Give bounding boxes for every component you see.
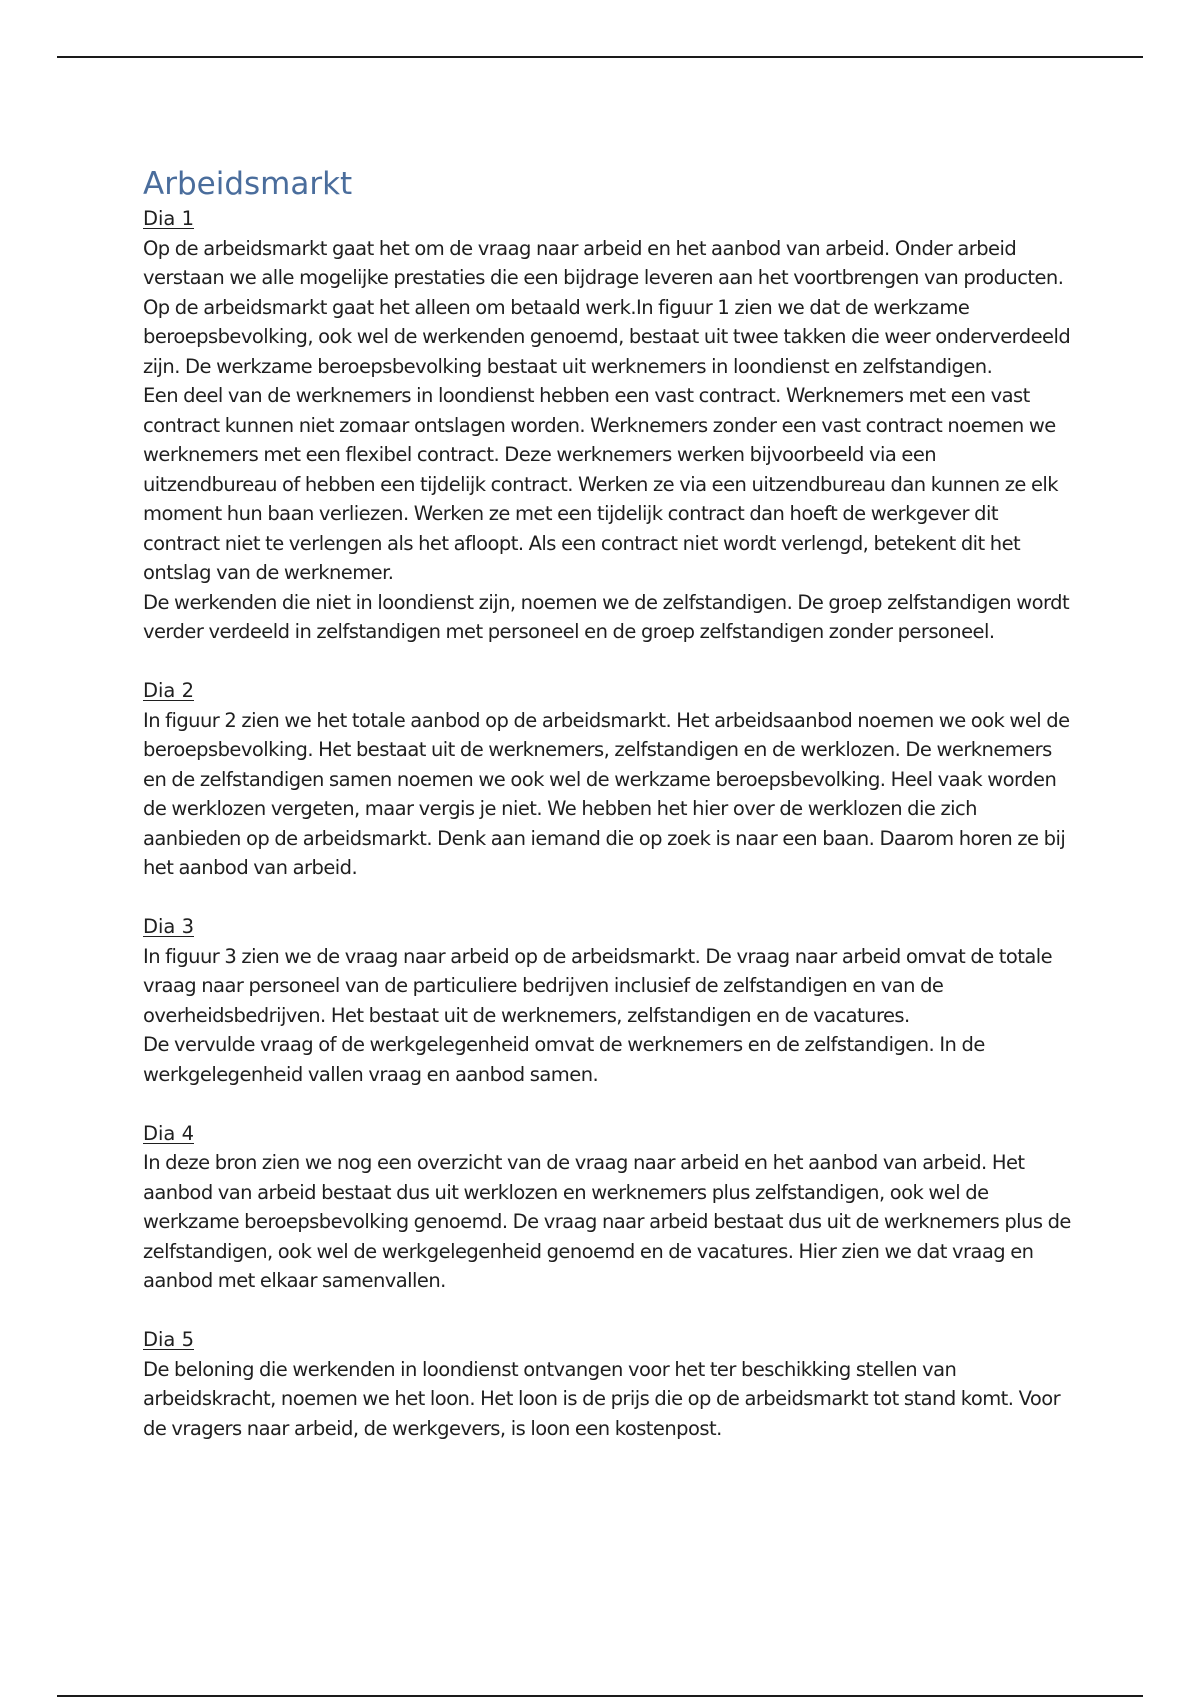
- section-dia-5: [143, 1325, 1073, 1443]
- paragraph: Een deel van de werknemers in loondienst hebben een vast contract. Werknemers met een vast contract kunnen niet zomaar ontslagen worden. Werknemers zonder een vast contract noemen we werknemers met een flexibel contract. Deze werknemers werken bijvoorbeeld via een uitzendbureau of hebben een tijdelijk contract. Werken ze via een uitzendbureau dan kunnen ze elk moment hun baan verliezen. Werken ze met een tijdelijk contract dan hoeft de werkgever dit contract niet te verlengen als het afloopt. Als een contract niet wordt verlengd, betekent dit het ontslag van de werknemer.: [143, 384, 1059, 584]
- section-spacer: [143, 1089, 1073, 1119]
- section-dia-4: [143, 1119, 1073, 1296]
- paragraph: De beloning die werkenden in loondienst ontvangen voor het ter beschikking stellen van arbeidskracht, noemen we het loon. Het loon is de prijs die op de arbeidsmarkt tot stand komt. Voor de vragers naar arbeid, de werkgevers, is loon een kostenpost.: [143, 1357, 1061, 1440]
- document-body: [143, 164, 1073, 1443]
- section-heading: Dia 5: [143, 1328, 194, 1351]
- page-header-rule: [57, 56, 1143, 58]
- section-heading: Dia 1: [143, 207, 194, 230]
- paragraph: Op de arbeidsmarkt gaat het om de vraag naar arbeid en het aanbod van arbeid. Onder arbeid verstaan we alle mogelijke prestaties die een bijdrage leveren aan het voortbrengen van producten. Op de arbeidsmarkt gaat het alleen om betaald werk.In figuur 1 zien we dat de werkzame beroepsbevolking, ook wel de werkenden genoemd, bestaat uit twee takken die weer onderverdeeld zijn. De werkzame beroepsbevolking bestaat uit werknemers in loondienst en zelfstandigen.: [143, 236, 1071, 378]
- section-spacer: [143, 647, 1073, 677]
- section-dia-1: [143, 204, 1073, 647]
- paragraph: In figuur 2 zien we het totale aanbod op de arbeidsmarkt. Het arbeidsaanbod noemen we ook wel de beroepsbevolking. Het bestaat uit de werknemers, zelfstandigen en de werklozen. De werknemers en de zelfstandigen samen noemen we ook wel de werkzame beroepsbevolking. Heel vaak worden de werklozen vergeten, maar vergis je niet. We hebben het hier over de werklozen die zich aanbieden op de arbeidsmarkt. Denk aan iemand die op zoek is naar een baan. Daarom horen ze bij het aanbod van arbeid.: [143, 708, 1070, 879]
- paragraph: De werkenden die niet in loondienst zijn, noemen we de zelfstandigen. De groep zelfstandigen wordt verder verdeeld in zelfstandigen met personeel en de groep zelfstandigen zonder personeel.: [143, 590, 1070, 643]
- section-heading: Dia 4: [143, 1121, 194, 1145]
- section-dia-2: [143, 676, 1073, 883]
- section-dia-3: [143, 912, 1073, 1089]
- section-spacer: [143, 883, 1073, 913]
- paragraph: In figuur 3 zien we de vraag naar arbeid op de arbeidsmarkt. De vraag naar arbeid omvat de totale vraag naar personeel van de particuliere bedrijven inclusief de zelfstandigen en van de overheidsbedrijven. Het bestaat uit de werknemers, zelfstandigen en de vacatures.: [143, 944, 1053, 1027]
- paragraph: De vervulde vraag of de werkgelegenheid omvat de werknemers en de zelfstandigen. In de werkgelegenheid vallen vraag en aanbod samen.: [143, 1033, 985, 1086]
- section-heading: Dia 3: [143, 915, 194, 938]
- section-spacer: [143, 1296, 1073, 1326]
- document-title: Arbeidsmarkt: [143, 166, 353, 202]
- section-heading: Dia 2: [143, 679, 194, 702]
- page-footer-rule: [57, 1695, 1143, 1697]
- paragraph: In deze bron zien we nog een overzicht van de vraag naar arbeid en het aanbod van arbeid. Het aanbod van arbeid bestaat dus uit werklozen en werknemers plus zelfstandigen, ook wel de werkzame beroepsbevolking genoemd. De vraag naar arbeid bestaat dus uit de werknemers plus de zelfstandigen, ook wel de werkgelegenheid genoemd en de vacatures. Hier zien we dat vraag en aanbod met elkaar samenvallen.: [143, 1151, 1071, 1292]
